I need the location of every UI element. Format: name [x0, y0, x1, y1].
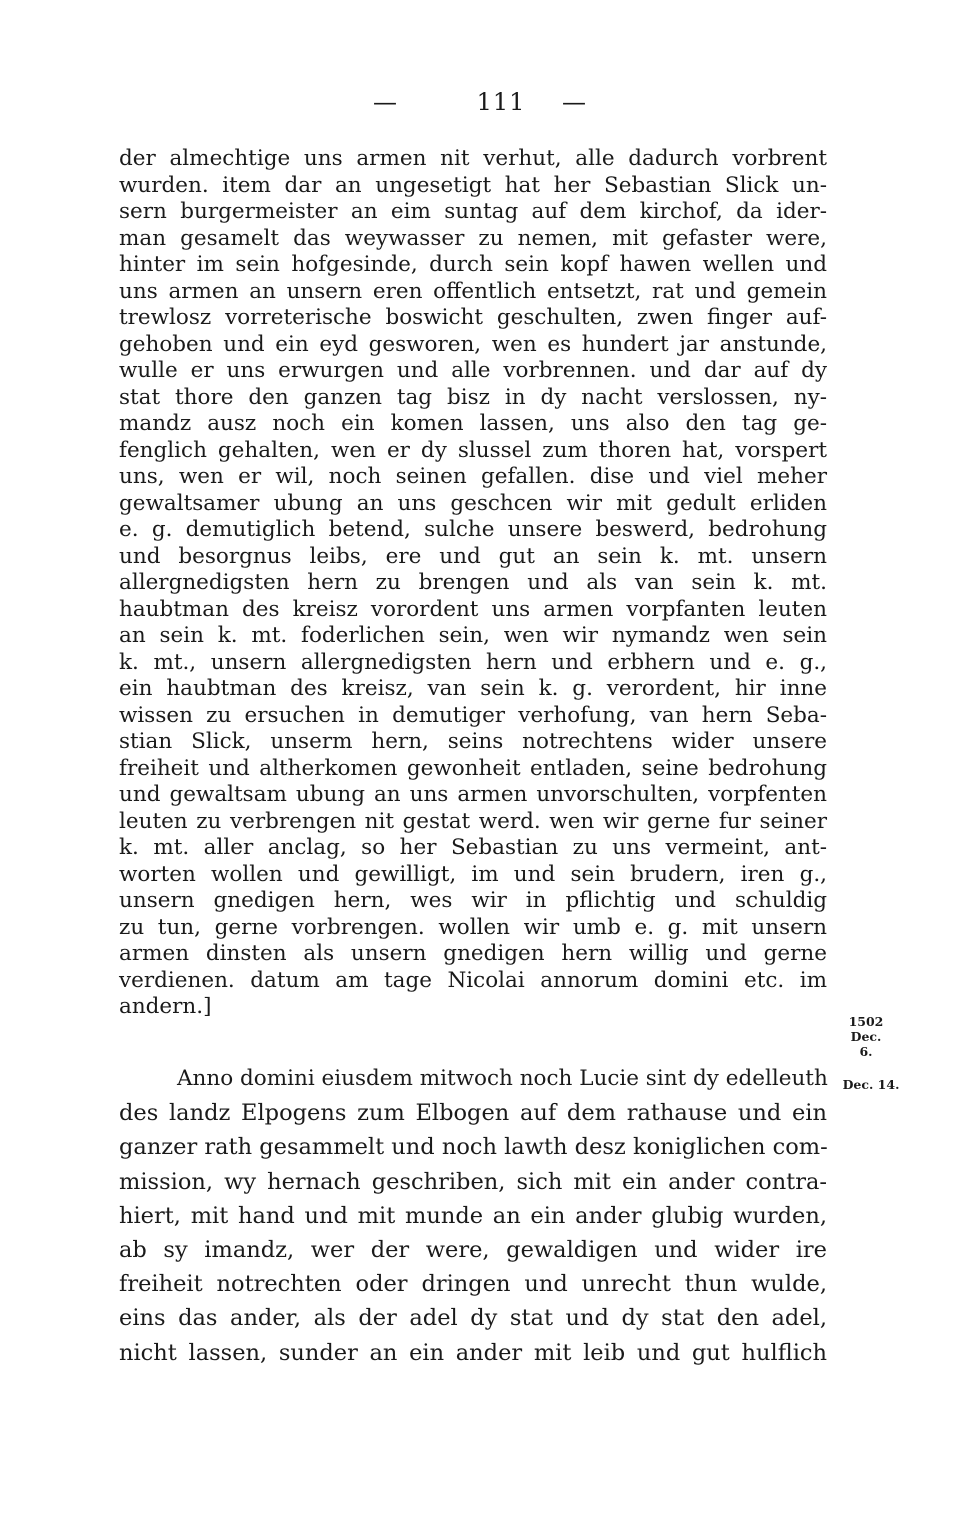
- text-line: ein haubtman des kreisz, van sein k. g. verordent, hir inne: [119, 676, 827, 701]
- text-line: trewlosz vorreterische boswicht geschulten, zwen finger auf-: [119, 305, 827, 330]
- text-line: freiheit und altherkomen gewonheit entladen, seine bedrohung: [119, 755, 827, 781]
- text-line: hiert, mit hand und mit munde an ein ander glubig wurden,: [119, 1202, 827, 1229]
- text-line: ab sy imandz, wer der were, gewaldigen und wider ire: [119, 1236, 827, 1263]
- margin-note-date-1502: [842, 1014, 890, 1059]
- text-line: haubtman des kreisz vorordent uns armen vorpfanten leuten: [119, 596, 827, 622]
- text-line: gehoben und ein eyd gesworen, wen es hundert jar anstunde,: [119, 331, 827, 357]
- text-line: armen dinsten als unsern gnedigen hern willig und gerne: [119, 941, 827, 966]
- text-line: allergnedigsten hern zu brengen und als van sein k. mt.: [119, 570, 827, 595]
- text-line: k. mt. aller anclag, so her Sebastian zu uns vermeint, ant-: [119, 835, 827, 860]
- page-number-header: [0, 88, 960, 116]
- text-line: gewaltsamer ubung an uns geschcen wir mit gedult erliden: [119, 490, 827, 516]
- text-line: freiheit notrechten oder dringen und unrecht thun wulde,: [119, 1271, 827, 1298]
- text-line: wissen zu ersuchen in demutiger verhofung, van hern Seba-: [119, 702, 827, 728]
- text-line: mission, wy hernach geschriben, sich mit ein ander contra-: [119, 1168, 827, 1195]
- text-line: wurden. item dar an ungesetigt hat her Sebastian Slick un-: [119, 172, 827, 198]
- text-line: stian Slick, unserm hern, seins notrechtens wider unsere: [119, 729, 827, 754]
- text-line: ganzer rath gesammelt und noch lawth desz koniglichen com-: [119, 1134, 828, 1161]
- text-line: hinter im sein hofgesinde, durch sein kopf hawen wellen und: [119, 252, 827, 277]
- text-line: k. mt., unsern allergnedigsten hern und erbhern und e. g.,: [119, 649, 827, 675]
- page-number: 111: [476, 88, 526, 116]
- text-line: wulle er uns erwurgen und alle vorbrennen. und dar auf dy: [119, 358, 827, 383]
- text-line: uns, wen er wil, noch seinen gefallen. dise und viel meher: [119, 464, 827, 489]
- text-line: und gewaltsam ubung an uns armen unvorschulten, vorpfenten: [119, 782, 827, 807]
- text-line: worten wollen und gewilligt, im und sein brudern, iren g.,: [119, 861, 827, 887]
- text-line: leuten zu verbrengen nit gestat werd. wen wir gerne fur seiner: [119, 808, 827, 834]
- text-line: unsern gnedigen hern, wes wir in pflichtig und schuldig: [119, 888, 827, 913]
- text-line: eins das ander, als der adel dy stat und dy stat den adel,: [119, 1305, 827, 1332]
- text-line: man gesamelt das weywasser zu nemen, mit gefaster were,: [119, 225, 827, 251]
- text-line: nicht lassen, sunder an ein ander mit leib und gut hulflich: [119, 1339, 827, 1366]
- text-line: an sein k. mt. foderlichen sein, wen wir nymandz wen sein: [119, 623, 827, 648]
- dash-right: —: [562, 88, 588, 116]
- text-line: und besorgnus leibs, ere und gut an sein k. mt. unsern: [119, 543, 827, 569]
- text-line: uns armen an unsern eren offentlich entsetzt, rat und gemein: [119, 278, 827, 304]
- text-line-last: andern.]: [119, 994, 212, 1019]
- text-line: sern burgermeister an eim suntag auf dem kirchof, da ider-: [119, 199, 827, 224]
- text-line: mandz ausz noch ein komen lassen, uns also den tag ge-: [119, 411, 827, 436]
- paragraph-2: [119, 1062, 827, 1370]
- margin-note-dec-14: Dec. 14.: [842, 1077, 900, 1092]
- text-line: verdienen. datum am tage Nicolai annorum domini etc. im: [119, 967, 827, 993]
- margin-note-dec-6: Dec. 6.: [850, 1029, 882, 1059]
- text-line: des landz Elpogens zum Elbogen auf dem rathause und ein: [119, 1100, 827, 1127]
- paragraph-1: [119, 146, 827, 1021]
- text-line: stat thore den ganzen tag bisz in dy nacht verslossen, ny-: [119, 384, 827, 410]
- text-line: fenglich gehalten, wen er dy slussel zum thoren hat, vorspert: [119, 437, 827, 463]
- text-line: e. g. demutiglich betend, sulche unsere beswerd, bedrohung: [119, 517, 827, 542]
- dash-left: —: [372, 88, 398, 116]
- text-line-indented: Anno domini eiusdem mitwoch noch Lucie sint dy edelleuth: [177, 1066, 828, 1091]
- text-line: der almechtige uns armen nit verhut, alle dadurch vorbrent: [119, 146, 827, 171]
- text-line: zu tun, gerne vorbrengen. wollen wir umb e. g. mit unsern: [119, 914, 827, 940]
- margin-note-year: 1502: [848, 1014, 884, 1029]
